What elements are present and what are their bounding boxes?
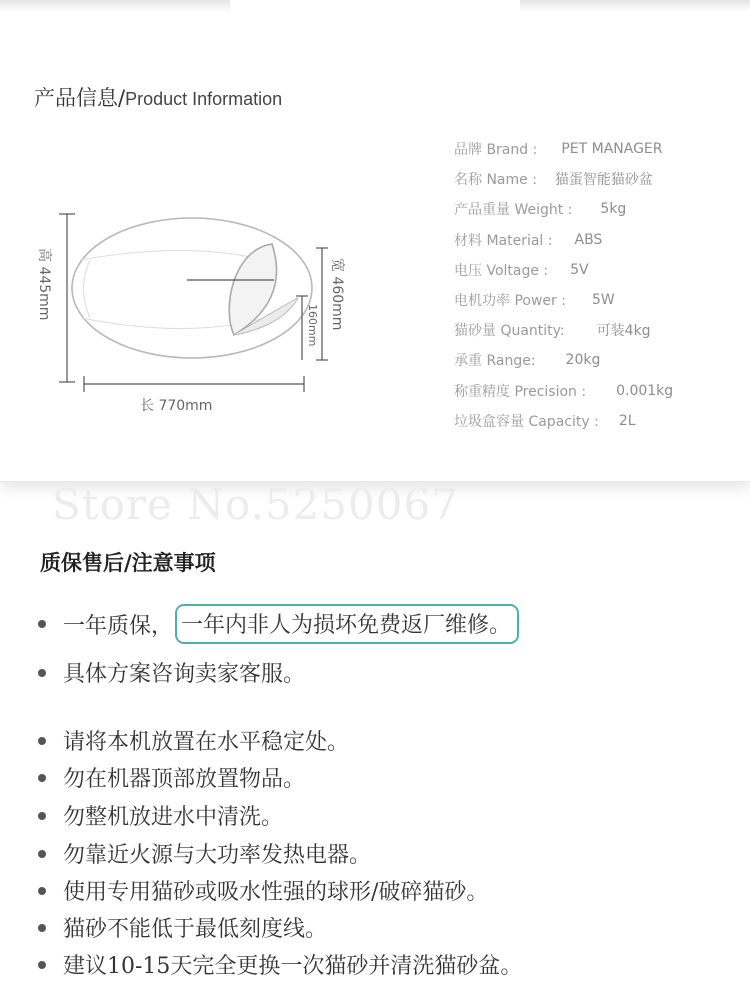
bullet-icon [38,812,46,820]
spec-row-material: 材料 Material : ABS [454,231,603,249]
length-label: 长 770mm [140,398,213,414]
bullet-icon [38,887,46,895]
bullet-icon [38,961,46,969]
bullet-icon [38,620,46,628]
bullet-icon [38,774,46,782]
list-item: 建议10-15天完全更换一次猫砂并清洗猫砂盆。 [38,949,522,980]
inner-height-label: 160mm [306,304,319,347]
product-info-title-en: Product Information [125,89,283,109]
spec-row-capacity: 垃圾盒容量 Capacity : 2L [454,412,636,430]
spec-row-weight: 产品重量 Weight : 5kg [454,201,627,219]
list-item: 使用专用猫砂或吸水性强的球形/破碎猫砂。 [38,875,488,906]
list-item: 一年质保， 一年内非人为损坏免费返厂维修。 [38,604,519,644]
top-shadow-left [0,0,230,12]
product-dimension-diagram [22,200,362,434]
product-info-title [34,82,282,112]
list-item: 勿靠近火源与大功率发热电器。 [38,838,371,869]
width-label: 宽 460mm [329,258,345,331]
spec-row-quantity: 猫砂量 Quantity: 可装4kg [454,323,651,340]
product-info-title-sep: / [118,86,126,110]
bullet-icon [38,737,46,745]
spec-row-brand: 品牌 Brand : PET MANAGER [454,141,663,159]
list-item: 勿整机放进水中清洗。 [38,800,283,831]
product-info-panel [0,0,750,482]
list-item: 请将本机放置在水平稳定处。 [38,725,349,756]
spec-row-name: 名称 Name : 猫蛋智能猫砂盆 [454,172,653,189]
height-label: 高 445mm [36,248,52,321]
store-watermark: Store No.5250067 [52,480,459,529]
spec-row-range: 承重 Range: 20kg [454,352,601,370]
spec-row-precision: 称重精度 Precision : 0.001kg [454,382,674,400]
shell-curve-top [80,250,272,262]
list-item: 猫砂不能低于最低刻度线。 [38,912,327,943]
notice-title: 质保售后/注意事项 [40,550,216,575]
bullet-icon [38,669,46,677]
bullet-icon [38,924,46,932]
product-info-title-cn: 产品信息 [34,86,118,110]
top-shadow-right [520,0,750,12]
spec-row-voltage: 电压 Voltage : 5V [454,261,589,279]
shell-outline [72,218,312,358]
shell-curve-left [84,260,91,318]
list-item: 具体方案咨询卖家客服。 [38,657,305,688]
bullet-icon [38,850,46,858]
spec-list [454,134,744,436]
litter-box-drawing [22,200,362,430]
list-item: 勿在机器顶部放置物品。 [38,762,305,793]
highlight-box: 一年内非人为损坏免费返厂维修。 [175,604,519,644]
spec-row-power: 电机功率 Power : 5W [454,292,615,310]
